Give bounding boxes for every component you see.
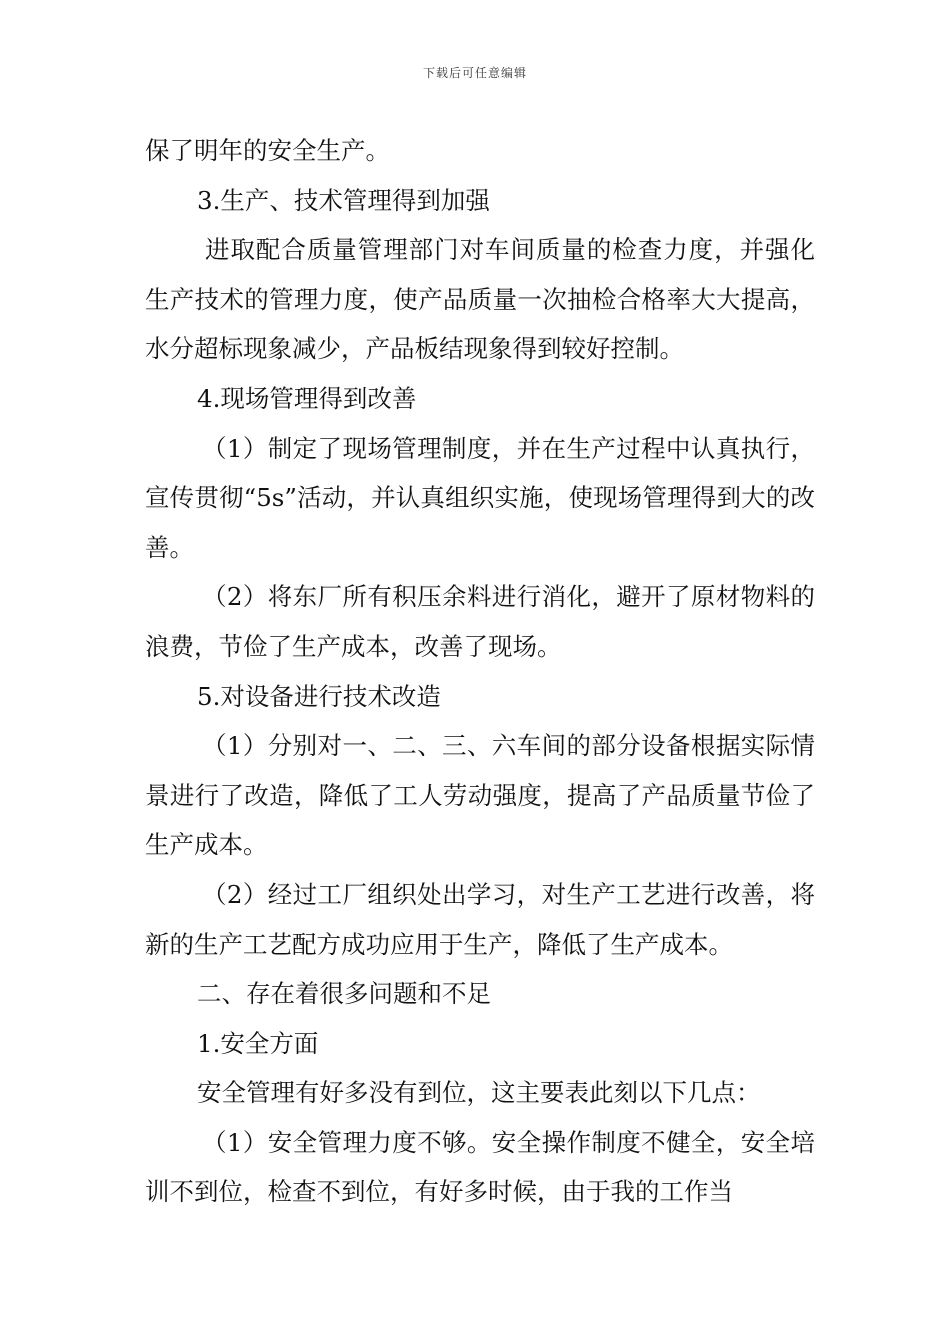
paragraph: （1）分别对一、二、三、六车间的部分设备根据实际情景进行了改造，降低了工人劳动强度，提高了产品质量节俭了生产成本。 (145, 731, 815, 860)
section-heading: 3.生产、技术管理得到加强 (197, 185, 490, 215)
document-body (145, 126, 815, 1217)
page-header: 下载后可任意编辑 (422, 66, 527, 80)
paragraph: 安全管理有好多没有到位，这主要表此刻以下几点： (197, 1078, 761, 1108)
paragraph: （1）安全管理力度不够。安全操作制度不健全，安全培训不到位，检查不到位，有好多时候，由于我的工作当 (145, 1127, 815, 1207)
section-heading: 5.对设备进行技术改造 (197, 681, 441, 711)
subsection-heading: 1.安全方面 (197, 1028, 319, 1058)
section-heading: 4.现场管理得到改善 (197, 383, 417, 413)
paragraph: （1）制定了现场管理制度，并在生产过程中认真执行，宣传贯彻“5s”活动，并认真组织实施，使现场管理得到大的改善。 (145, 433, 815, 562)
paragraph: 进取配合质量管理部门对车间质量的检查力度，并强化生产技术的管理力度，使产品质量一次抽检合格率大大提高，水分超标现象减少，产品板结现象得到较好控制。 (145, 235, 815, 364)
paragraph: （2）将东厂所有积压余料进行消化，避开了原材物料的浪费，节俭了生产成本，改善了现场。 (145, 582, 815, 661)
paragraph: （2）经过工厂组织处出学习，对生产工艺进行改善，将新的生产工艺配方成功应用于生产，降低了生产成本。 (145, 879, 815, 959)
paragraph: 保了明年的安全生产。 (145, 136, 390, 165)
section-heading: 二、存在着很多问题和不足 (197, 979, 491, 1009)
